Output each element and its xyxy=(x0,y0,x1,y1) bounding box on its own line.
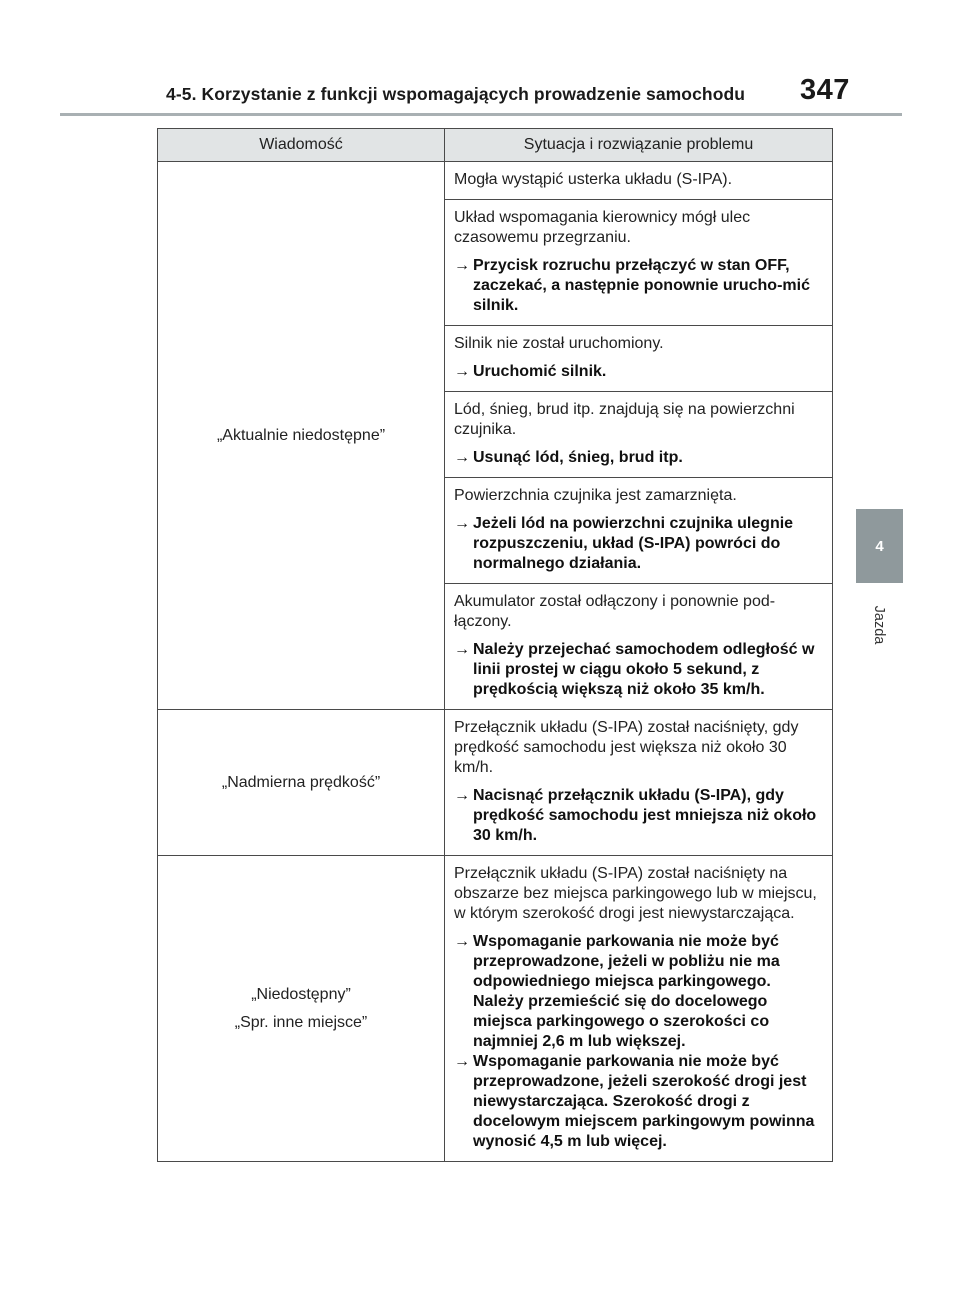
action-text: → Wspomaganie parkowania nie może być przeprowadzone, jeżeli szerokość drogi jest niewystarczająca. Szerokość drogi z docelowym miejscem parkingowym powinna wynosić 4,5 m lub więcej. xyxy=(454,1052,824,1152)
table-row xyxy=(158,162,833,200)
situation-text: Powierzchnia czujnika jest zamarznięta. xyxy=(454,487,737,504)
table-row xyxy=(158,856,833,1162)
situation-cell xyxy=(445,478,833,584)
message-text: „Aktualnie niedostępne” xyxy=(216,426,386,444)
section-title: 4-5. Korzystanie z funkcji wspomagających prowadzenie samochodu xyxy=(166,84,746,104)
situation-cell xyxy=(445,200,833,326)
message-text: „Nadmierna prędkość” xyxy=(221,773,381,791)
situation-cell xyxy=(445,710,833,856)
action-text: → Nacisnąć przełącznik układu (S-IPA), gdy prędkość samochodu jest mniejsza niż około 30 km/h. xyxy=(454,786,824,846)
page-number: 347 xyxy=(800,74,850,106)
chapter-tab[interactable] xyxy=(856,509,903,583)
table-header-row xyxy=(158,129,833,162)
message-cell xyxy=(158,710,445,856)
column-header-situation: Sytuacja i rozwiązanie problemu xyxy=(445,129,833,162)
situation-text: Przełącznik układu (S-IPA) został naciśnięty na obszarze bez miejsca parkingowego lub w miejscu, w którym szerokość drogi jest niewystarczająca. xyxy=(454,865,817,922)
action-text: → Usunąć lód, śnieg, brud itp. xyxy=(454,448,824,468)
situation-text: Układ wspomagania kierownicy mógł ulec czasowemu przegrzaniu. xyxy=(454,209,751,246)
action-text: → Należy przejechać samochodem odległość w linii prostej w ciągu około 5 sekund, z prędkością większą niż około 35 km/h. xyxy=(454,640,824,700)
situation-cell xyxy=(445,392,833,478)
message-table xyxy=(157,128,833,1162)
header-rule xyxy=(60,113,902,116)
message-cell xyxy=(158,856,445,1162)
chapter-label: Jazda xyxy=(871,605,887,645)
situation-text: Przełącznik układu (S-IPA) został naciśnięty, gdy prędkość samochodu jest większa niż około 30 km/h. xyxy=(454,719,799,776)
table-row xyxy=(158,710,833,856)
action-text: → Wspomaganie parkowania nie może być przeprowadzone, jeżeli w pobliżu nie ma odpowiedniego miejsca parkingowego. Należy przemieścić się do docelowego miejsca parkingowego o szerokości co najmniej 2,6 m lub większej. xyxy=(454,932,824,1052)
situation-cell xyxy=(445,326,833,392)
situation-text: Mogła wystąpić usterka układu (S-IPA). xyxy=(454,171,733,188)
column-header-message: Wiadomość xyxy=(158,129,445,162)
situation-cell xyxy=(445,162,833,200)
situation-text: Lód, śnieg, brud itp. znajdują się na powierzchni czujnika. xyxy=(454,401,795,438)
action-text: → Uruchomić silnik. xyxy=(454,362,824,382)
chapter-number: 4 xyxy=(875,537,884,555)
message-cell xyxy=(158,162,445,710)
situation-cell xyxy=(445,584,833,710)
action-text: → Jeżeli lód na powierzchni czujnika ulegnie rozpuszczeniu, układ (S-IPA) powróci do normalnego działania. xyxy=(454,514,824,574)
message-text: „Niedostępny” xyxy=(251,985,351,1003)
action-text: → Przycisk rozruchu przełączyć w stan OFF, zaczekać, a następnie ponownie urucho-mić silnik. xyxy=(454,256,824,316)
message-text: „Spr. inne miejsce” xyxy=(234,1013,368,1031)
situation-text: Silnik nie został uruchomiony. xyxy=(454,335,664,352)
situation-text: Akumulator został odłączony i ponownie pod-łączony. xyxy=(454,593,776,630)
situation-cell xyxy=(445,856,833,1162)
table-body xyxy=(158,162,833,1162)
